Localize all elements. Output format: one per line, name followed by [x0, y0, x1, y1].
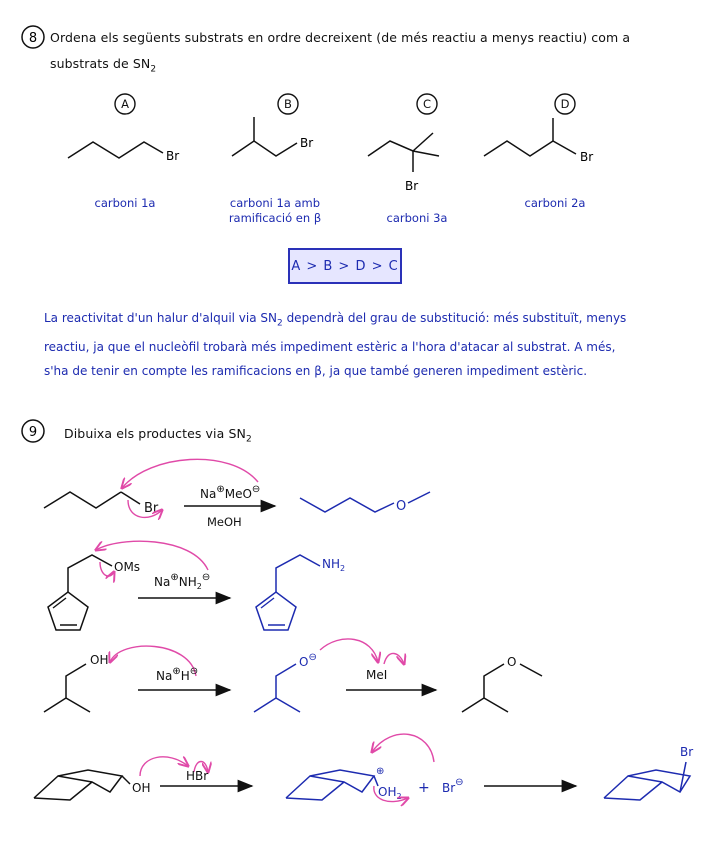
r3-oh: OH [90, 653, 109, 667]
r3-mei: MeI [366, 668, 388, 682]
reactions-drawing [0, 440, 715, 848]
molecule-a-br: Br [166, 149, 180, 163]
r4-hbr: HBr [186, 769, 209, 783]
r2-product-nh2: $NH_2$ [322, 557, 346, 573]
label-b-line2: ramificació en β [228, 211, 322, 225]
r3-sn2-arrow [320, 639, 378, 662]
reaction-2 [48, 541, 345, 630]
r4-plus: + [418, 780, 430, 796]
molecule-b-skeleton [232, 141, 297, 156]
answer-text: A > B > D > C [291, 258, 399, 274]
label-a: carboni 1a [94, 196, 156, 210]
r2-product-chain [276, 555, 320, 592]
r1-substrate [44, 492, 121, 508]
r4-bromide: Br⊖ [442, 777, 464, 795]
r2-product-ring [256, 592, 296, 630]
r3-alkoxide: O⊖ [299, 652, 317, 669]
r3-substrate [44, 664, 86, 712]
r4-oh: OH [132, 781, 151, 795]
molecule-c-br: Br [405, 179, 419, 193]
sn-subscript: 2 [150, 64, 157, 75]
question-9-number: 9 [28, 425, 38, 440]
r4-protonation-arrow [140, 757, 188, 776]
question-9-sn: SN [228, 426, 246, 441]
r2-leaving: OMs [114, 560, 141, 574]
r3-product [462, 664, 504, 712]
r2-ring-db1 [53, 598, 66, 608]
label-c: carboni 3a [386, 211, 448, 225]
question-8-line1: Ordena els següents substrats en ordre decreixent (de més reactiu a menys reactiu) com a [50, 30, 631, 45]
r4-backside-attack-arrow [372, 734, 434, 762]
r4-product-br: Br [680, 745, 694, 759]
explanation-line1 [44, 306, 674, 335]
r2-reagent: $Na^\oplus NH_2^⊖$ [154, 572, 211, 591]
r1-attack-arrow [122, 459, 258, 488]
sn-label: SN [132, 56, 151, 71]
label-d: carboni 2a [524, 196, 586, 210]
r1-product-o: O [396, 499, 407, 514]
label-b-line1: carboni 1a amb [229, 196, 321, 210]
r2-ring [48, 592, 88, 630]
molecule-c-methyl [413, 133, 433, 151]
r3-substrate-branch [66, 698, 90, 712]
r4-oxonium-charge: ⊕ [376, 766, 385, 777]
r3-intermediate [254, 664, 296, 712]
letter-a: A [121, 97, 129, 111]
r1-br: Br [144, 501, 159, 516]
explanation [44, 306, 674, 383]
explanation-line3: s'ha de tenir en compte les ramificacions en β, ja que també generen impediment estèric. [44, 364, 588, 379]
answer-box [288, 248, 402, 284]
r1-reagent: Na⊕MeO⊖ [200, 484, 261, 501]
explanation-part1: La reactivitat d'un halur d'alquil via [44, 311, 261, 325]
r1-cbr-bond [121, 492, 140, 504]
question-8-number: 8 [28, 31, 38, 46]
question-9-title-text: Dibuixa els productes via [64, 426, 229, 441]
letter-b: B [284, 97, 292, 111]
r3-product-o: O [507, 655, 517, 669]
r2-attack-arrow [96, 541, 208, 570]
r1-product [300, 498, 394, 512]
molecule-b-br: Br [300, 136, 314, 150]
letter-c: C [422, 97, 432, 111]
explanation-sn-sub: 2 [277, 318, 283, 329]
r1-solvent: MeOH [207, 515, 242, 529]
explanation-sn: SN [260, 311, 278, 325]
reaction-1 [44, 459, 430, 529]
r3-reagent: Na⊕H⊖ [156, 666, 199, 683]
r2-product-db1 [261, 598, 274, 608]
r3-intermediate-branch [276, 698, 300, 712]
r3-product-branch [484, 698, 508, 712]
r4-oxonium: $OH_2$ [378, 785, 402, 801]
r3-iodide-arrow [384, 653, 404, 664]
letter-d: D [560, 97, 570, 111]
molecule-d-br: Br [580, 150, 594, 164]
reaction-4 [34, 734, 693, 801]
r2-chain [68, 555, 112, 592]
reaction-3 [44, 639, 542, 712]
r4-co-bond [122, 776, 130, 784]
question-8-line2-text: substrats de [50, 56, 133, 71]
explanation-line2: reactiu, ja que el nucleòfil trobarà més impediment estèric a l'hora d'atacar al substrat. A més, [44, 340, 616, 355]
r3-product-methyl [520, 664, 542, 676]
molecule-a-skeleton [68, 142, 163, 158]
molecule-c-skeleton [368, 141, 439, 156]
r2-leaving-arrow [100, 562, 114, 576]
molecule-d-skeleton [484, 141, 576, 156]
question-9-sn-sub: 2 [245, 434, 252, 445]
r1-product-methyl [408, 492, 430, 503]
explanation-part2: dependrà del grau de substitució: més substituït, menys [282, 311, 627, 325]
